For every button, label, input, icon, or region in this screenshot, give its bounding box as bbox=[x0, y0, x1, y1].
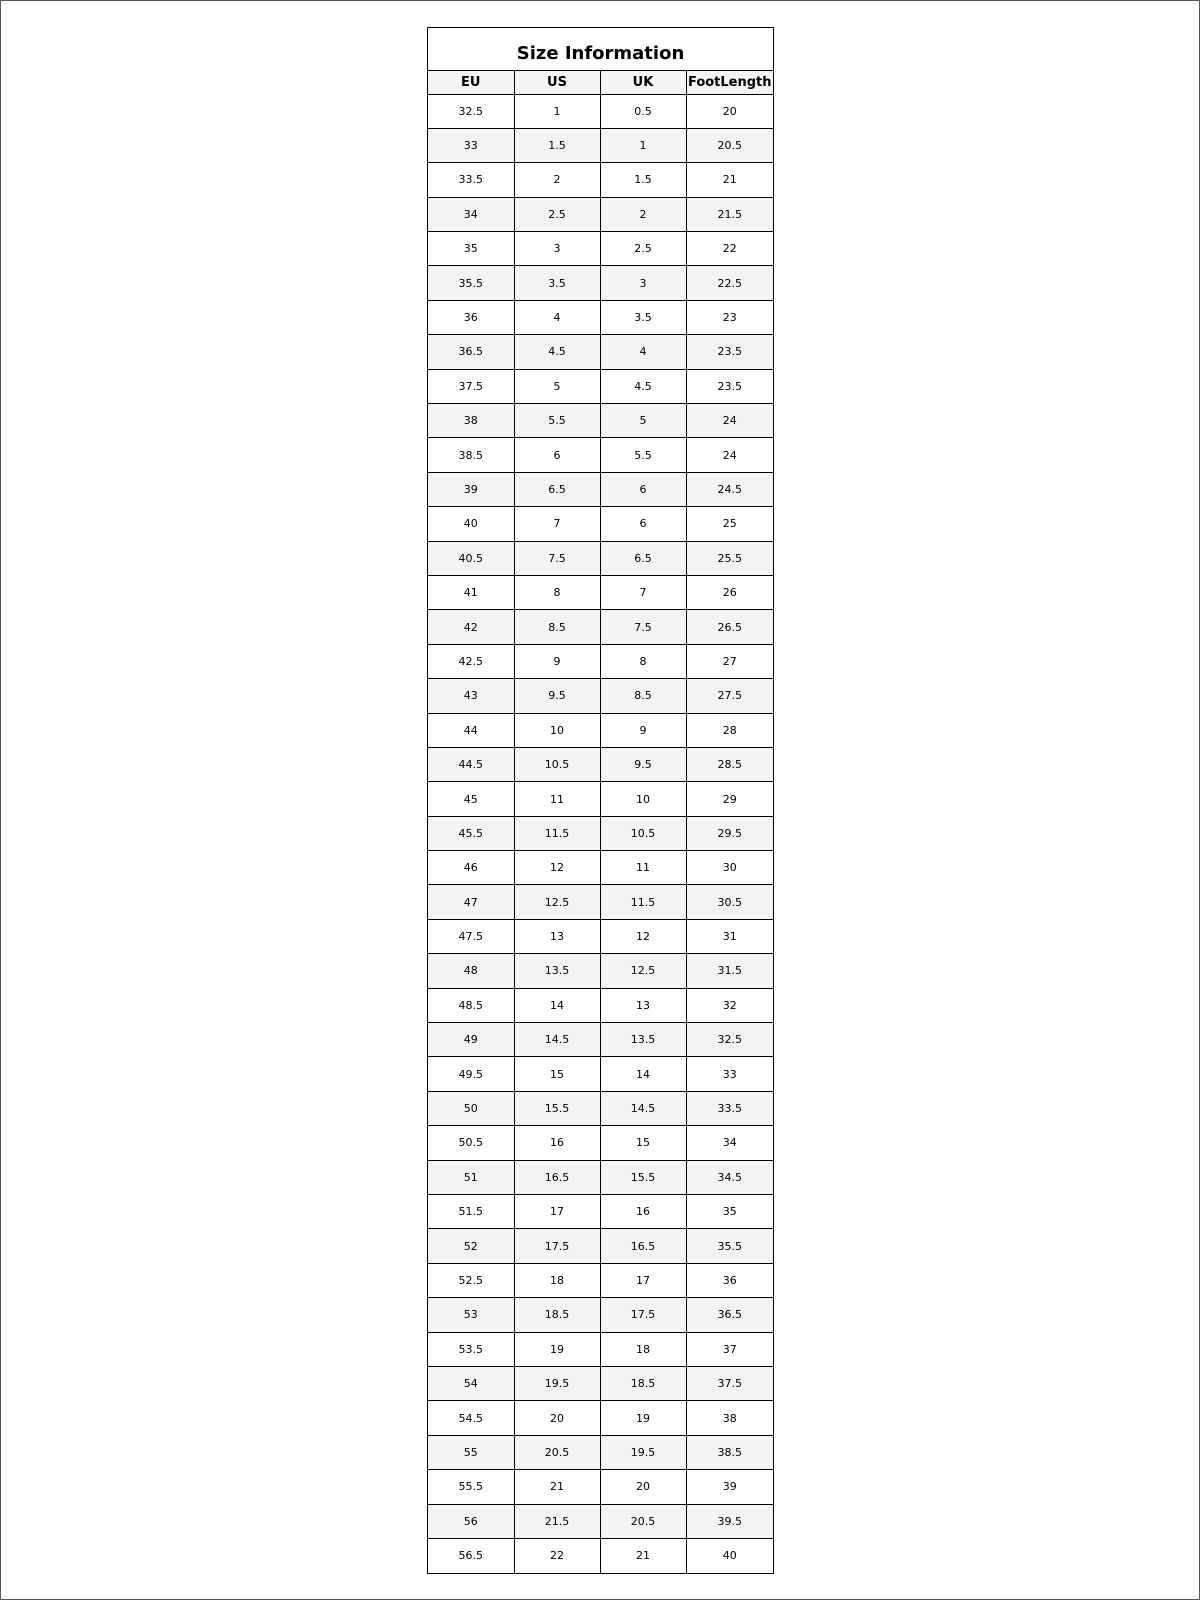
eu-size-cell: 52.5 bbox=[428, 1263, 514, 1297]
eu-size-cell: 50.5 bbox=[428, 1126, 514, 1160]
table-row bbox=[428, 1126, 773, 1160]
size-chart-title: Size Information bbox=[428, 28, 773, 71]
uk-size-cell: 4 bbox=[600, 335, 686, 369]
foot-length-cell: 33 bbox=[686, 1057, 773, 1091]
column-header-footlength: FootLength bbox=[686, 71, 773, 94]
table-row bbox=[428, 575, 773, 609]
foot-length-cell: 22.5 bbox=[686, 266, 773, 300]
eu-size-cell: 51 bbox=[428, 1160, 514, 1194]
uk-size-cell: 12 bbox=[600, 919, 686, 953]
size-chart-body bbox=[428, 94, 773, 1573]
foot-length-cell: 21.5 bbox=[686, 197, 773, 231]
eu-size-cell: 55 bbox=[428, 1435, 514, 1469]
eu-size-cell: 48.5 bbox=[428, 988, 514, 1022]
table-row bbox=[428, 128, 773, 162]
eu-size-cell: 47.5 bbox=[428, 919, 514, 953]
eu-size-cell: 42.5 bbox=[428, 644, 514, 678]
table-row bbox=[428, 1057, 773, 1091]
foot-length-cell: 24 bbox=[686, 404, 773, 438]
eu-size-cell: 52 bbox=[428, 1229, 514, 1263]
foot-length-cell: 26.5 bbox=[686, 610, 773, 644]
us-size-cell: 8 bbox=[514, 575, 600, 609]
us-size-cell: 10 bbox=[514, 713, 600, 747]
uk-size-cell: 15 bbox=[600, 1126, 686, 1160]
us-size-cell: 14.5 bbox=[514, 1023, 600, 1057]
foot-length-cell: 34 bbox=[686, 1126, 773, 1160]
us-size-cell: 22 bbox=[514, 1538, 600, 1572]
uk-size-cell: 14.5 bbox=[600, 1091, 686, 1125]
uk-size-cell: 2.5 bbox=[600, 232, 686, 266]
table-row bbox=[428, 404, 773, 438]
table-row bbox=[428, 369, 773, 403]
foot-length-cell: 30 bbox=[686, 851, 773, 885]
table-row bbox=[428, 1298, 773, 1332]
eu-size-cell: 32.5 bbox=[428, 94, 514, 128]
table-row bbox=[428, 851, 773, 885]
table-row bbox=[428, 644, 773, 678]
uk-size-cell: 7.5 bbox=[600, 610, 686, 644]
foot-length-cell: 26 bbox=[686, 575, 773, 609]
uk-size-cell: 19 bbox=[600, 1401, 686, 1435]
table-row bbox=[428, 1091, 773, 1125]
uk-size-cell: 6 bbox=[600, 472, 686, 506]
table-row bbox=[428, 1332, 773, 1366]
uk-size-cell: 16 bbox=[600, 1195, 686, 1229]
us-size-cell: 21.5 bbox=[514, 1504, 600, 1538]
uk-size-cell: 2 bbox=[600, 197, 686, 231]
table-row bbox=[428, 163, 773, 197]
us-size-cell: 1.5 bbox=[514, 128, 600, 162]
us-size-cell: 18 bbox=[514, 1263, 600, 1297]
eu-size-cell: 54 bbox=[428, 1366, 514, 1400]
eu-size-cell: 35.5 bbox=[428, 266, 514, 300]
us-size-cell: 2 bbox=[514, 163, 600, 197]
us-size-cell: 19.5 bbox=[514, 1366, 600, 1400]
uk-size-cell: 11.5 bbox=[600, 885, 686, 919]
eu-size-cell: 49 bbox=[428, 1023, 514, 1057]
uk-size-cell: 18 bbox=[600, 1332, 686, 1366]
us-size-cell: 15 bbox=[514, 1057, 600, 1091]
us-size-cell: 13 bbox=[514, 919, 600, 953]
eu-size-cell: 42 bbox=[428, 610, 514, 644]
uk-size-cell: 13 bbox=[600, 988, 686, 1022]
foot-length-cell: 25 bbox=[686, 507, 773, 541]
foot-length-cell: 23.5 bbox=[686, 369, 773, 403]
foot-length-cell: 35 bbox=[686, 1195, 773, 1229]
foot-length-cell: 36.5 bbox=[686, 1298, 773, 1332]
us-size-cell: 11.5 bbox=[514, 816, 600, 850]
us-size-cell: 5.5 bbox=[514, 404, 600, 438]
uk-size-cell: 15.5 bbox=[600, 1160, 686, 1194]
eu-size-cell: 53 bbox=[428, 1298, 514, 1332]
foot-length-cell: 40 bbox=[722, 1549, 737, 1563]
table-row bbox=[428, 1229, 773, 1263]
eu-size-cell: 41 bbox=[428, 575, 514, 609]
foot-length-cell: 27 bbox=[686, 644, 773, 678]
uk-size-cell: 8.5 bbox=[600, 679, 686, 713]
us-size-cell: 17.5 bbox=[514, 1229, 600, 1263]
uk-size-cell: 1 bbox=[600, 128, 686, 162]
us-size-cell: 6.5 bbox=[514, 472, 600, 506]
eu-size-cell: 46 bbox=[428, 851, 514, 885]
us-size-cell: 20 bbox=[514, 1401, 600, 1435]
uk-size-cell: 6 bbox=[600, 507, 686, 541]
uk-size-cell: 4.5 bbox=[600, 369, 686, 403]
us-size-cell: 8.5 bbox=[514, 610, 600, 644]
table-row bbox=[428, 197, 773, 231]
foot-length-cell: 28.5 bbox=[686, 747, 773, 781]
table-row bbox=[428, 1160, 773, 1194]
uk-size-cell: 12.5 bbox=[600, 954, 686, 988]
table-row bbox=[428, 438, 773, 472]
eu-size-cell: 47 bbox=[428, 885, 514, 919]
eu-size-cell: 33.5 bbox=[428, 163, 514, 197]
uk-size-cell: 1.5 bbox=[600, 163, 686, 197]
uk-size-cell: 20.5 bbox=[600, 1504, 686, 1538]
eu-size-cell: 43 bbox=[428, 679, 514, 713]
foot-length-cell: 20.5 bbox=[686, 128, 773, 162]
us-size-cell: 7 bbox=[514, 507, 600, 541]
uk-size-cell: 9 bbox=[600, 713, 686, 747]
us-size-cell: 1 bbox=[514, 94, 600, 128]
uk-size-cell: 17.5 bbox=[600, 1298, 686, 1332]
foot-length-cell: 31.5 bbox=[686, 954, 773, 988]
table-row bbox=[428, 1435, 773, 1469]
eu-size-cell: 51.5 bbox=[428, 1195, 514, 1229]
foot-length-cell: 27.5 bbox=[686, 679, 773, 713]
us-size-cell: 17 bbox=[514, 1195, 600, 1229]
us-size-cell: 14 bbox=[514, 988, 600, 1022]
foot-length-cell: 29.5 bbox=[686, 816, 773, 850]
uk-size-cell: 17 bbox=[600, 1263, 686, 1297]
foot-length-cell: 31 bbox=[686, 919, 773, 953]
foot-length-cell: 32.5 bbox=[686, 1023, 773, 1057]
uk-size-cell: 6.5 bbox=[600, 541, 686, 575]
uk-size-cell: 9.5 bbox=[600, 747, 686, 781]
table-row bbox=[428, 507, 773, 541]
foot-length-cell: 38 bbox=[686, 1401, 773, 1435]
table-row bbox=[428, 713, 773, 747]
eu-size-cell: 56 bbox=[428, 1504, 514, 1538]
foot-length-cell: 20 bbox=[686, 94, 773, 128]
eu-size-cell: 38 bbox=[428, 404, 514, 438]
eu-size-cell: 34 bbox=[428, 197, 514, 231]
column-header-eu: EU bbox=[428, 71, 514, 94]
uk-size-cell: 5 bbox=[600, 404, 686, 438]
table-row bbox=[428, 335, 773, 369]
uk-size-cell: 19.5 bbox=[600, 1435, 686, 1469]
column-header-us: US bbox=[514, 71, 600, 94]
foot-length-cell: 39.5 bbox=[686, 1504, 773, 1538]
table-row bbox=[428, 782, 773, 816]
table-row bbox=[428, 1263, 773, 1297]
us-size-cell: 19 bbox=[514, 1332, 600, 1366]
foot-length-cell: 37 bbox=[686, 1332, 773, 1366]
uk-size-cell: 18.5 bbox=[600, 1366, 686, 1400]
us-size-cell: 4.5 bbox=[514, 335, 600, 369]
eu-size-cell: 35 bbox=[428, 232, 514, 266]
foot-length-cell: 24 bbox=[686, 438, 773, 472]
us-size-cell: 3 bbox=[514, 232, 600, 266]
eu-size-cell: 50 bbox=[428, 1091, 514, 1125]
us-size-cell: 4 bbox=[514, 300, 600, 334]
uk-size-cell: 3.5 bbox=[600, 300, 686, 334]
foot-length-cell: 35.5 bbox=[686, 1229, 773, 1263]
us-size-cell: 6 bbox=[514, 438, 600, 472]
eu-size-cell: 53.5 bbox=[428, 1332, 514, 1366]
eu-size-cell: 36 bbox=[428, 300, 514, 334]
table-row bbox=[428, 954, 773, 988]
eu-size-cell: 44 bbox=[428, 713, 514, 747]
us-size-cell: 5 bbox=[514, 369, 600, 403]
us-size-cell: 9 bbox=[514, 644, 600, 678]
us-size-cell: 15.5 bbox=[514, 1091, 600, 1125]
eu-size-cell: 36.5 bbox=[428, 335, 514, 369]
foot-length-cell: 32 bbox=[686, 988, 773, 1022]
uk-size-cell: 13.5 bbox=[600, 1023, 686, 1057]
header-row bbox=[428, 71, 773, 94]
table-row bbox=[428, 610, 773, 644]
uk-size-cell: 3 bbox=[600, 266, 686, 300]
eu-size-cell: 48 bbox=[428, 954, 514, 988]
eu-size-cell: 45 bbox=[428, 782, 514, 816]
us-size-cell: 21 bbox=[514, 1470, 600, 1504]
eu-size-cell: 40 bbox=[428, 507, 514, 541]
table-row bbox=[428, 1401, 773, 1435]
eu-size-cell: 54.5 bbox=[428, 1401, 514, 1435]
foot-length-cell: 30.5 bbox=[686, 885, 773, 919]
uk-size-cell: 0.5 bbox=[600, 94, 686, 128]
foot-length-cell: 23 bbox=[686, 300, 773, 334]
size-chart-table bbox=[428, 71, 773, 1573]
us-size-cell: 2.5 bbox=[514, 197, 600, 231]
table-row bbox=[428, 300, 773, 334]
uk-size-cell: 14 bbox=[600, 1057, 686, 1091]
uk-size-cell: 20 bbox=[600, 1470, 686, 1504]
foot-length-cell: 34.5 bbox=[686, 1160, 773, 1194]
table-row bbox=[428, 919, 773, 953]
us-size-cell: 16.5 bbox=[514, 1160, 600, 1194]
table-row bbox=[428, 1538, 773, 1572]
us-size-cell: 9.5 bbox=[514, 679, 600, 713]
table-row bbox=[428, 1470, 773, 1504]
eu-size-cell: 40.5 bbox=[428, 541, 514, 575]
us-size-cell: 10.5 bbox=[514, 747, 600, 781]
eu-size-cell: 56.5 bbox=[428, 1538, 514, 1572]
column-header-uk: UK bbox=[600, 71, 686, 94]
uk-size-cell: 21 bbox=[600, 1538, 686, 1572]
us-size-cell: 12.5 bbox=[514, 885, 600, 919]
table-row bbox=[428, 472, 773, 506]
us-size-cell: 16 bbox=[514, 1126, 600, 1160]
table-row bbox=[428, 1195, 773, 1229]
foot-length-cell: 33.5 bbox=[686, 1091, 773, 1125]
table-row bbox=[428, 679, 773, 713]
foot-length-cell: 24.5 bbox=[686, 472, 773, 506]
table-row bbox=[428, 1366, 773, 1400]
eu-size-cell: 33 bbox=[428, 128, 514, 162]
us-size-cell: 3.5 bbox=[514, 266, 600, 300]
us-size-cell: 11 bbox=[514, 782, 600, 816]
eu-size-cell: 37.5 bbox=[428, 369, 514, 403]
foot-length-cell: 21 bbox=[686, 163, 773, 197]
foot-length-cell: 25.5 bbox=[686, 541, 773, 575]
eu-size-cell: 49.5 bbox=[428, 1057, 514, 1091]
foot-length-cell: 29 bbox=[686, 782, 773, 816]
uk-size-cell: 16.5 bbox=[600, 1229, 686, 1263]
uk-size-cell: 5.5 bbox=[600, 438, 686, 472]
eu-size-cell: 44.5 bbox=[428, 747, 514, 781]
table-row bbox=[428, 885, 773, 919]
eu-size-cell: 38.5 bbox=[428, 438, 514, 472]
eu-size-cell: 45.5 bbox=[428, 816, 514, 850]
foot-length-cell: 37.5 bbox=[686, 1366, 773, 1400]
table-row bbox=[428, 1023, 773, 1057]
us-size-cell: 7.5 bbox=[514, 541, 600, 575]
table-row bbox=[428, 988, 773, 1022]
table-row bbox=[428, 816, 773, 850]
table-row bbox=[428, 232, 773, 266]
uk-size-cell: 7 bbox=[600, 575, 686, 609]
foot-length-cell: 28 bbox=[686, 713, 773, 747]
size-chart-header bbox=[428, 71, 773, 94]
table-row bbox=[428, 266, 773, 300]
eu-size-cell: 39 bbox=[428, 472, 514, 506]
uk-size-cell: 8 bbox=[600, 644, 686, 678]
uk-size-cell: 11 bbox=[600, 851, 686, 885]
uk-size-cell: 10 bbox=[600, 782, 686, 816]
foot-length-cell: 22 bbox=[686, 232, 773, 266]
us-size-cell: 20.5 bbox=[514, 1435, 600, 1469]
table-row bbox=[428, 94, 773, 128]
eu-size-cell: 55.5 bbox=[428, 1470, 514, 1504]
table-row bbox=[428, 1504, 773, 1538]
us-size-cell: 12 bbox=[514, 851, 600, 885]
size-chart-card bbox=[427, 27, 774, 1574]
foot-length-cell: 38.5 bbox=[686, 1435, 773, 1469]
foot-length-cell: 23.5 bbox=[686, 335, 773, 369]
uk-size-cell: 10.5 bbox=[600, 816, 686, 850]
table-row bbox=[428, 747, 773, 781]
foot-length-cell: 36 bbox=[686, 1263, 773, 1297]
us-size-cell: 18.5 bbox=[514, 1298, 600, 1332]
table-row bbox=[428, 541, 773, 575]
foot-length-cell: 39 bbox=[686, 1470, 773, 1504]
us-size-cell: 13.5 bbox=[514, 954, 600, 988]
